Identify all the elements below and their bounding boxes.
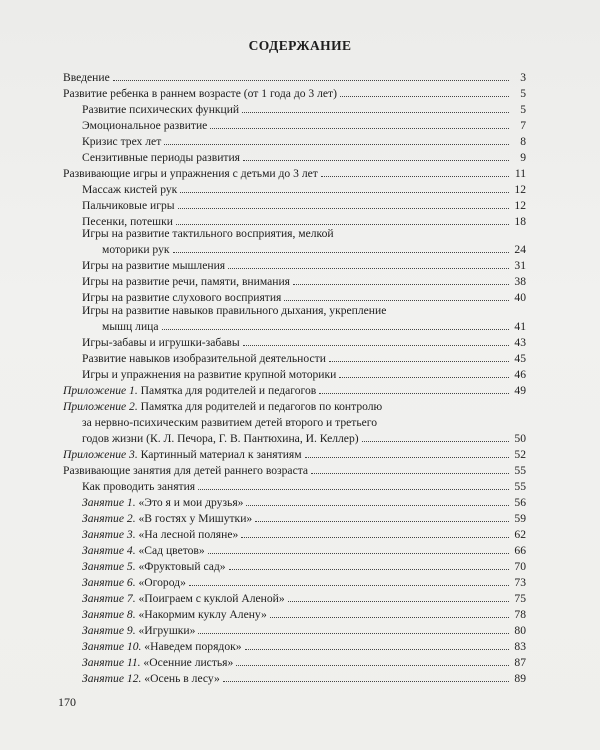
toc-entry (82, 118, 526, 133)
toc-entry-title: Занятие 10. «Наведем порядок» (82, 640, 242, 653)
toc-entry-title: Занятие 2. «В гостях у Мишутки» (82, 512, 253, 525)
leader-dots (223, 671, 509, 682)
toc-entry (82, 198, 526, 213)
leader-dots (293, 274, 509, 285)
leader-dots (113, 70, 509, 81)
toc-entry (82, 150, 526, 165)
toc-entry-title: Занятие 6. «Огород» (82, 576, 186, 589)
toc-entry-title: Массаж кистей рук (82, 183, 178, 196)
toc-entry-title: Пальчиковые игры (82, 199, 175, 212)
leader-dots (164, 134, 509, 145)
toc-entry-title: Игры на развитие слухового восприятия (82, 291, 282, 304)
toc-entry-page: 89 (514, 672, 526, 685)
toc-entry-title: Как проводить занятия (82, 480, 196, 493)
page-title: СОДЕРЖАНИЕ (248, 38, 352, 53)
toc-entry (63, 166, 526, 181)
leader-dots (243, 150, 509, 161)
page-number: 170 (58, 695, 76, 709)
toc-entry (82, 591, 526, 606)
leader-dots (228, 258, 509, 269)
toc-entry-page: 9 (520, 151, 526, 164)
leader-dots (198, 623, 509, 634)
toc-entry (82, 543, 526, 558)
toc-entry (82, 479, 526, 494)
toc-entry-title: Занятие 9. «Игрушки» (82, 624, 196, 637)
toc-entry-title: Занятие 7. «Поиграем с куклой Аленой» (82, 592, 285, 605)
toc-entry (82, 431, 526, 446)
leader-dots (236, 655, 509, 666)
toc-entry-page: 12 (514, 199, 526, 212)
toc-entry-page: 45 (514, 352, 526, 365)
toc-entry-title: Занятие 12. «Осень в лесу» (82, 672, 220, 685)
toc-entry (102, 319, 526, 334)
toc-entry-page: 66 (514, 544, 526, 557)
toc-entry-page: 83 (514, 640, 526, 653)
leader-dots (198, 479, 509, 490)
toc-entry-title: Занятие 11. «Осенние листья» (82, 656, 234, 669)
toc-entry (63, 463, 526, 478)
toc-entry (82, 134, 526, 149)
toc-entry-page: 87 (514, 656, 526, 669)
toc-entry-title: Эмоциональное развитие (82, 119, 208, 132)
toc-entry-page: 55 (514, 464, 526, 477)
toc-entry (82, 274, 526, 289)
leader-dots (329, 351, 509, 362)
toc-entry (82, 639, 526, 654)
toc-entry-page: 78 (514, 608, 526, 621)
toc-entry-title: Введение (63, 71, 110, 84)
leader-dots (208, 543, 509, 554)
leader-dots (246, 495, 509, 506)
toc-entry-page: 18 (514, 215, 526, 228)
leader-dots (319, 383, 509, 394)
leader-dots (339, 367, 509, 378)
toc-entry-page: 11 (514, 167, 526, 180)
toc-entry (63, 86, 526, 101)
toc-entry-title: Развитие ребенка в раннем возрасте (от 1 года до 3 лет) (63, 87, 337, 100)
toc-entry-page: 31 (514, 259, 526, 272)
toc-entry (82, 575, 526, 590)
leader-dots (255, 511, 509, 522)
toc-entry-page: 24 (514, 243, 526, 256)
toc-entry (82, 607, 526, 622)
toc-entry-continued: Игры на развитие тактильного восприятия, мелкой (82, 227, 334, 240)
leader-dots (242, 102, 509, 113)
toc-entry-page: 3 (520, 71, 526, 84)
toc-entry-page: 59 (514, 512, 526, 525)
toc-entry-continued: за нервно-психическим развитием детей второго и третьего (82, 416, 378, 429)
toc-entry-page: 50 (514, 432, 526, 445)
toc-entry-title: Занятие 4. «Сад цветов» (82, 544, 205, 557)
toc-entry-page: 40 (514, 291, 526, 304)
toc-entry-page: 49 (514, 384, 526, 397)
leader-dots (362, 431, 509, 442)
toc-entry (63, 70, 526, 85)
toc-entry (82, 623, 526, 638)
leader-dots (311, 463, 509, 474)
toc-entry-page: 56 (514, 496, 526, 509)
leader-dots (340, 86, 509, 97)
toc-entry (82, 335, 526, 350)
toc-entry-title: Развивающие игры и упражнения с детьми до 3 лет (63, 167, 318, 180)
toc-entry-page: 52 (514, 448, 526, 461)
toc-entry (82, 351, 526, 366)
toc-entry-page: 43 (514, 336, 526, 349)
leader-dots (284, 290, 509, 301)
leader-dots (270, 607, 509, 618)
toc-entry-page: 41 (514, 320, 526, 333)
toc-entry-title: Игры-забавы и игрушки-забавы (82, 336, 240, 349)
toc-entry (82, 258, 526, 273)
leader-dots (162, 319, 510, 330)
toc-entry-page: 8 (520, 135, 526, 148)
toc-entry-title: Развивающие занятия для детей раннего возраста (63, 464, 309, 477)
toc-entry-page: 7 (520, 119, 526, 132)
toc-entry-title: моторики рук (102, 243, 170, 256)
toc-entry-page: 5 (520, 87, 526, 100)
toc-entry-title: Занятие 1. «Это я и мои друзья» (82, 496, 244, 509)
toc-entry (82, 367, 526, 382)
leader-dots (178, 198, 509, 209)
leader-dots (245, 639, 509, 650)
toc-entry (82, 102, 526, 117)
toc-entry-page: 75 (514, 592, 526, 605)
toc-entry-continued: Игры на развитие навыков правильного дыхания, укрепление (82, 304, 387, 317)
toc-entry-continued: Приложение 2. Памятка для родителей и педагогов по контролю (63, 400, 383, 413)
toc-entry-title: Приложение 3. Картинный материал к занятиям (63, 448, 302, 461)
toc-entry-title: Сензитивные периоды развития (82, 151, 240, 164)
leader-dots (176, 214, 509, 225)
toc-entry-page: 62 (514, 528, 526, 541)
leader-dots (243, 335, 509, 346)
leader-dots (241, 527, 509, 538)
toc-entry (63, 383, 526, 398)
leader-dots (180, 182, 509, 193)
toc-entry (82, 182, 526, 197)
toc-entry-title: Занятие 5. «Фруктовый сад» (82, 560, 226, 573)
toc-entry-page: 80 (514, 624, 526, 637)
toc-entry-title: Приложение 1. Памятка для родителей и педагогов (63, 384, 317, 397)
toc-entry-title: Занятие 3. «На лесной поляне» (82, 528, 239, 541)
toc-entry-title: Игры на развитие речи, памяти, внимания (82, 275, 290, 288)
toc-entry (82, 559, 526, 574)
toc-entry-title: Развитие навыков изобразительной деятельности (82, 352, 326, 365)
toc-entry (82, 655, 526, 670)
toc-entry-page: 5 (520, 103, 526, 116)
toc-entry-page: 70 (514, 560, 526, 573)
toc-entry-page: 46 (514, 368, 526, 381)
toc-entry-title: Игры и упражнения на развитие крупной моторики (82, 368, 337, 381)
toc-entry-title: Кризис трех лет (82, 135, 162, 148)
leader-dots (321, 166, 509, 177)
toc-entry-title: Игры на развитие мышления (82, 259, 226, 272)
leader-dots (305, 447, 509, 458)
leader-dots (229, 559, 509, 570)
toc-entry (82, 671, 526, 686)
toc-entry-title: Песенки, потешки (82, 215, 173, 228)
toc-entry-page: 55 (514, 480, 526, 493)
toc-entry (102, 242, 526, 257)
leader-dots (173, 242, 509, 253)
leader-dots (189, 575, 509, 586)
toc-entry-title: Развитие психических функций (82, 103, 240, 116)
toc-entry-page: 12 (514, 183, 526, 196)
toc-entry-title: годов жизни (К. Л. Печора, Г. В. Пантюхина, И. Келлер) (82, 432, 359, 445)
toc-entry-page: 38 (514, 275, 526, 288)
toc-entry-title: мышц лица (102, 320, 159, 333)
toc-entry-title: Занятие 8. «Накормим куклу Алену» (82, 608, 267, 621)
leader-dots (288, 591, 509, 602)
toc-entry (82, 511, 526, 526)
leader-dots (210, 118, 509, 129)
toc-entry-page: 73 (514, 576, 526, 589)
toc-entry (82, 495, 526, 510)
toc-entry (82, 527, 526, 542)
toc-entry (63, 447, 526, 462)
